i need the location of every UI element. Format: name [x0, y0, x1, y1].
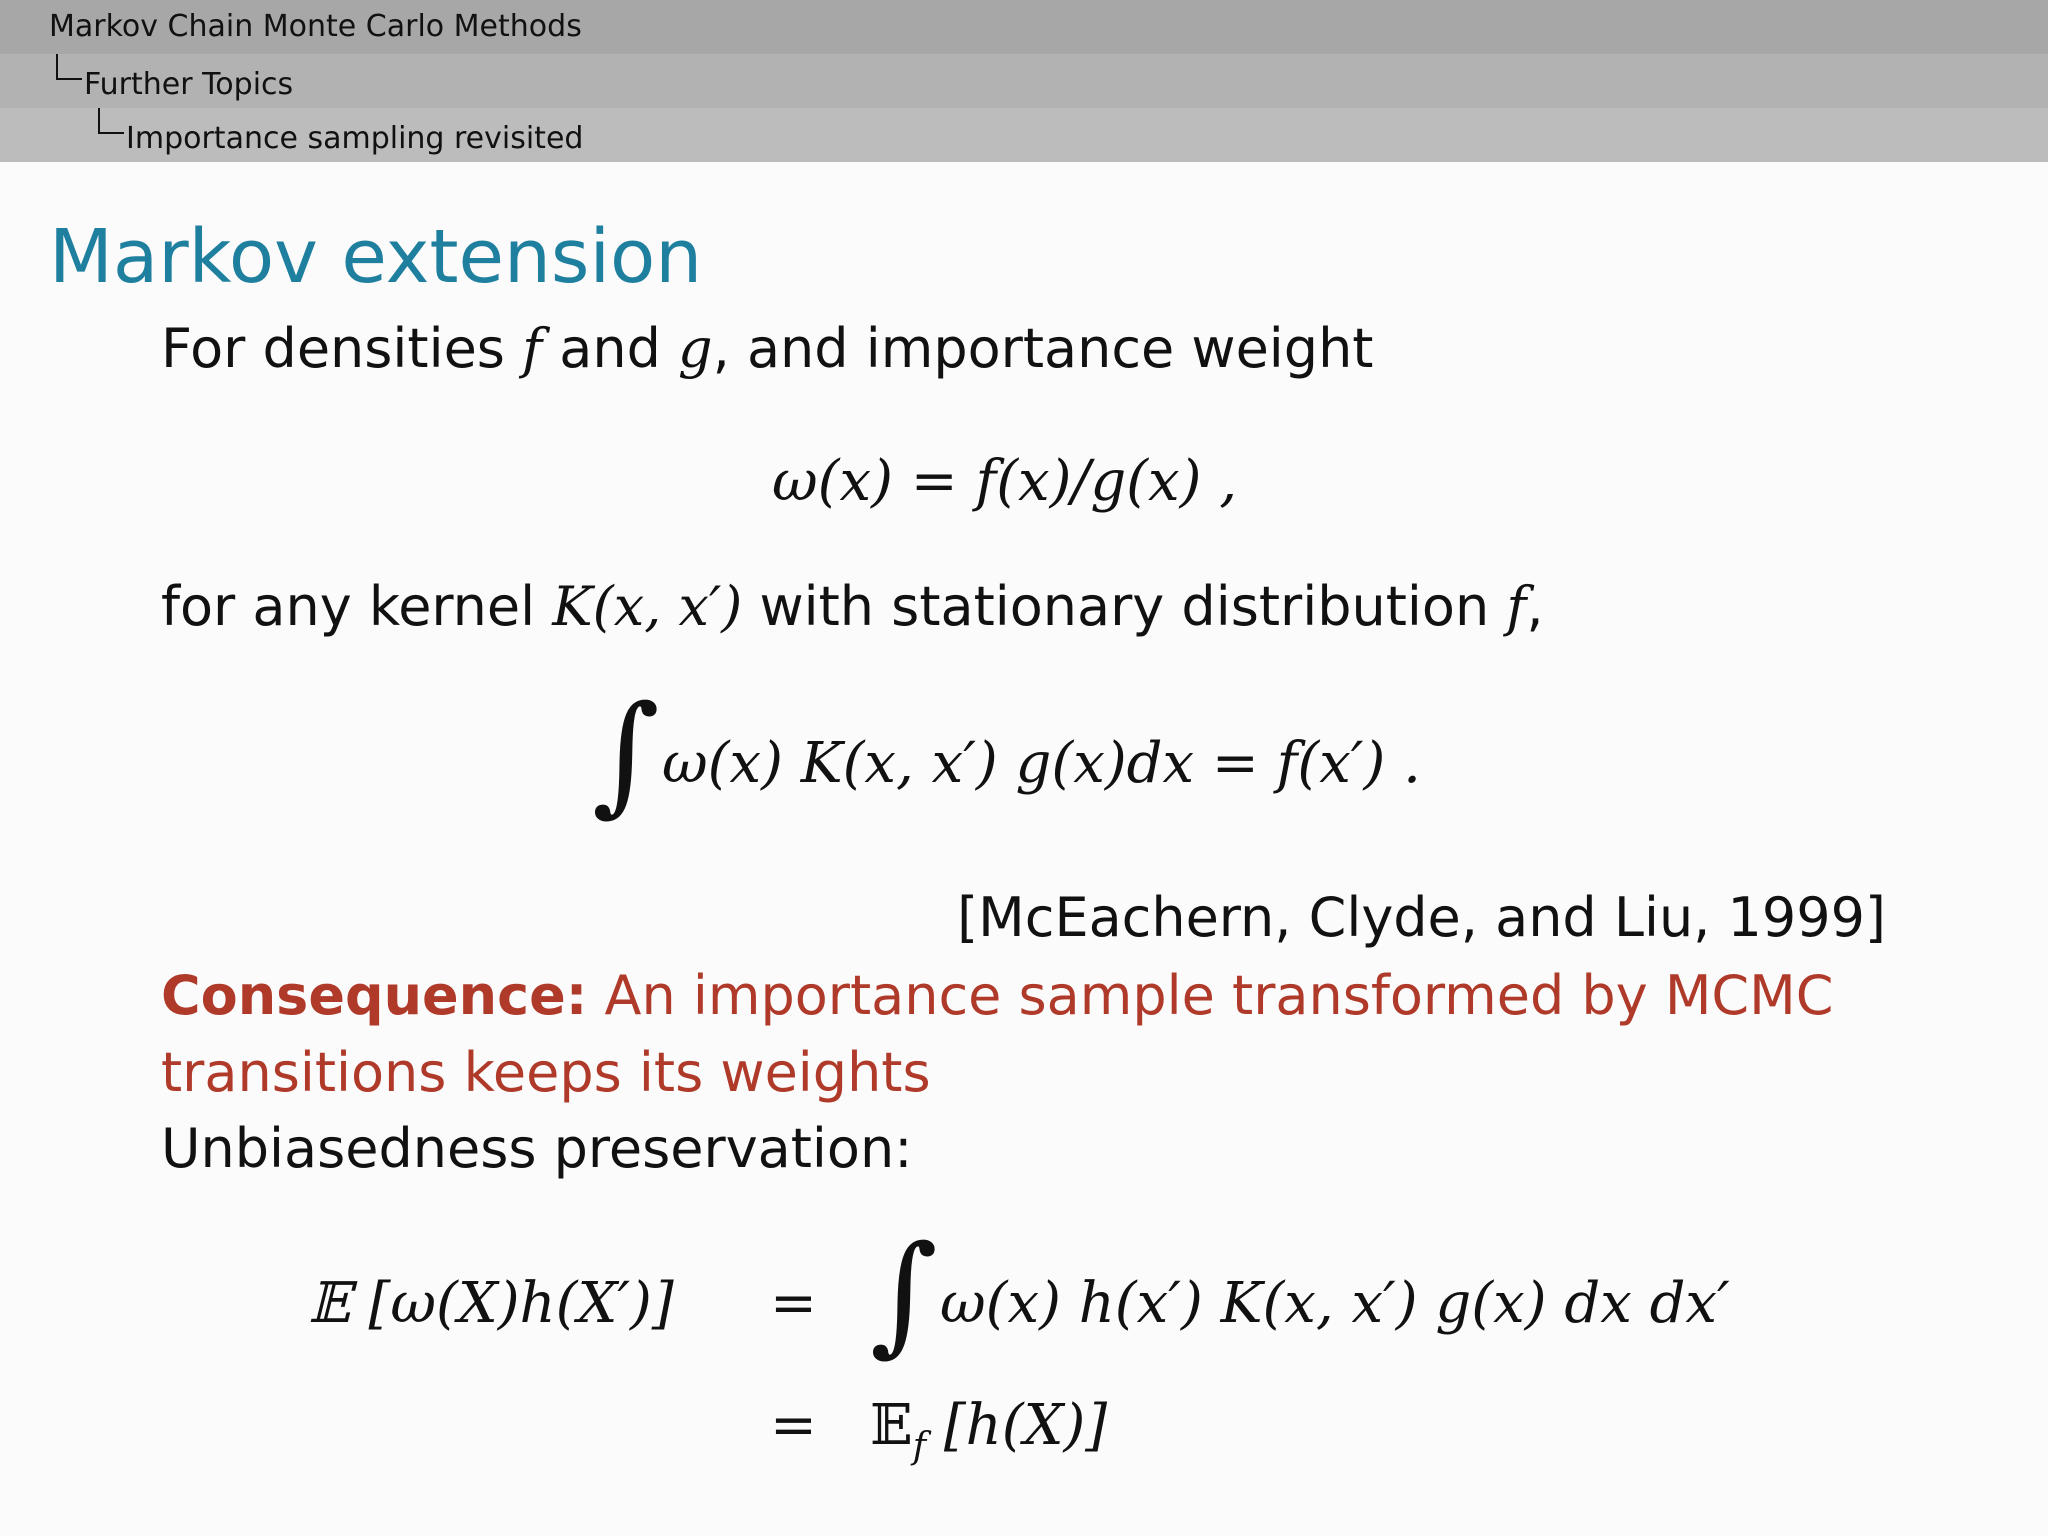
integral-sign: ∫	[592, 677, 660, 829]
equals-sign-1: =	[770, 1271, 817, 1336]
var-f: f	[522, 317, 543, 380]
expectation-rhs-final	[870, 1390, 1107, 1483]
consequence-line-2: transitions keeps its weights	[161, 1041, 931, 1104]
tree-connector-icon	[56, 54, 82, 80]
expectation-rhs-integral: ω(x) h(x′) K(x, x′) g(x) dx dx′	[940, 1271, 1730, 1336]
breadcrumb-subsection[interactable]	[0, 54, 2048, 108]
intro-and: and	[559, 317, 661, 380]
expectation-lhs: 𝔼 [ω(X)h(X′)]	[308, 1271, 674, 1336]
kernel-middle: with stationary distribution	[759, 575, 1490, 638]
var-g: g	[678, 317, 713, 380]
breadcrumb-section[interactable]	[0, 0, 2048, 54]
kernel-end: ,	[1526, 575, 1544, 638]
citation: [McEachern, Clyde, and Liu, 1999]	[957, 886, 1886, 949]
kernel-prefix: for any kernel	[161, 575, 536, 638]
weight-equation: ω(x) = f(x)/g(x) ,	[772, 449, 1238, 514]
breadcrumb-section-label: Markov Chain Monte Carlo Methods	[49, 9, 582, 44]
breadcrumb-subsubsection-label: Importance sampling revisited	[126, 121, 584, 156]
slide-title: Markov extension	[49, 214, 703, 300]
tree-connector-icon	[98, 108, 124, 134]
consequence-label: Consequence:	[161, 964, 588, 1027]
expectation-symbol: 𝔼	[870, 1393, 913, 1458]
consequence-line-1	[161, 961, 1833, 1031]
var-f-stationary: f	[1506, 575, 1527, 638]
consequence-text-1: An importance sample transformed by MCMC	[604, 964, 1834, 1027]
intro-prefix: For densities	[161, 317, 505, 380]
breadcrumb-subsubsection[interactable]	[0, 108, 2048, 162]
intro-suffix: , and importance weight	[712, 317, 1374, 380]
stationarity-equation: ω(x) K(x, x′) g(x)dx = f(x′) .	[662, 731, 1421, 796]
kernel-symbol: K(x, x′)	[552, 575, 743, 638]
expectation-argument: [h(X)]	[943, 1393, 1108, 1458]
unbiasedness-label: Unbiasedness preservation:	[161, 1117, 913, 1180]
integral-sign-2: ∫	[870, 1217, 938, 1369]
subscript-f: f	[912, 1426, 927, 1467]
equals-sign-2: =	[770, 1393, 817, 1458]
kernel-line	[161, 572, 1544, 642]
breadcrumb-subsection-label: Further Topics	[84, 67, 294, 102]
intro-line	[161, 314, 1373, 384]
